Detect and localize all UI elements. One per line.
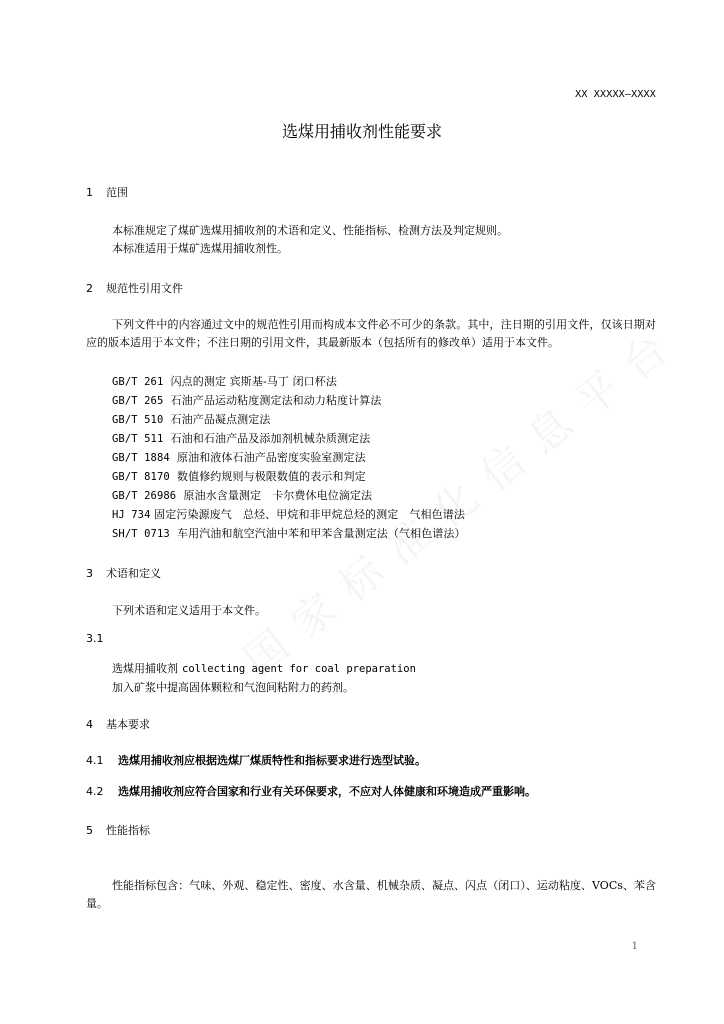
- reference-title: 数值修约规则与极限数值的表示和判定: [177, 470, 366, 483]
- section-number: 2: [86, 282, 93, 295]
- requirement-text: 选煤用捕收剂应符合国家和行业有关环保要求，不应对人体健康和环境造成严重影响。: [118, 785, 536, 798]
- performance-indicators-paragraph: 性能指标包含：气味、外观、稳定性、密度、水含量、机械杂质、凝点、闪点（闭口）、运动粘度、VOCs、苯含量。: [86, 879, 656, 910]
- standard-code: XX XXXXX—XXXX: [575, 89, 656, 100]
- section-1-heading: [86, 184, 128, 200]
- scope-paragraph-2: 本标准适用于煤矿选煤用捕收剂性。: [112, 242, 288, 255]
- reference-code: GB/T 510: [112, 414, 164, 426]
- reference-code: GB/T 265: [112, 395, 164, 407]
- section-title: 基本要求: [106, 718, 150, 731]
- section-title: 术语和定义: [106, 567, 161, 580]
- reference-item: [112, 392, 381, 408]
- reference-code: GB/T 26986: [112, 490, 177, 502]
- requirement-number: 4.1: [86, 754, 104, 767]
- reference-title: 原油和液体石油产品密度实验室测定法: [177, 451, 366, 464]
- reference-item: [112, 411, 270, 427]
- requirement-item: [86, 752, 426, 768]
- term-chinese: 选煤用捕收剂: [112, 662, 178, 675]
- reference-code: HJ 734: [112, 509, 151, 521]
- section-number: 3: [86, 567, 93, 580]
- references-intro: 下列文件中的内容通过文中的规范性引用而构成本文件必不可少的条款。其中，注日期的引用文件，仅该日期对应的版本适用于本文件；不注日期的引用文件，其最新版本（包括所有的修改单）适用于本文件。: [86, 318, 656, 349]
- reference-code: SH/T 0713: [112, 528, 170, 540]
- header-rule: [86, 104, 656, 105]
- section-title: 范围: [106, 186, 128, 199]
- requirement-item: [86, 783, 536, 799]
- section-title: 性能指标: [106, 824, 150, 837]
- reference-item: [112, 468, 366, 484]
- section-number: 5: [86, 824, 93, 837]
- requirement-number: 4.2: [86, 785, 104, 798]
- reference-code: GB/T 511: [112, 433, 164, 445]
- reference-item: [112, 487, 372, 503]
- reference-title: 车用汽油和航空汽油中苯和甲苯含量测定法（气相色谱法）: [177, 527, 466, 540]
- reference-item: [112, 430, 370, 446]
- term-english: collecting agent for coal preparation: [182, 663, 416, 675]
- reference-title: 闪点的测定 宾斯基-马丁 闭口杯法: [170, 375, 337, 388]
- reference-item: [112, 449, 366, 465]
- reference-code: GB/T 261: [112, 376, 164, 388]
- section-number: 4: [86, 718, 93, 731]
- reference-title: 石油产品凝点测定法: [170, 413, 271, 426]
- reference-item: [112, 373, 337, 389]
- section-5-heading: [86, 822, 150, 838]
- reference-title: 石油和石油产品及添加剂机械杂质测定法: [170, 432, 371, 445]
- terms-intro: 下列术语和定义适用于本文件。: [112, 604, 266, 617]
- reference-title: 固定污染源废气 总烃、甲烷和非甲烷总烃的测定 气相色谱法: [154, 508, 465, 521]
- document-title: 选煤用捕收剂性能要求: [281, 122, 442, 141]
- term-number: 3.1: [86, 632, 104, 645]
- section-number: 1: [86, 186, 93, 199]
- section-4-heading: [86, 716, 150, 732]
- reference-code: GB/T 1884: [112, 452, 170, 464]
- section-3-heading: [86, 565, 161, 581]
- page-number: 1: [631, 941, 638, 952]
- term-definition: 加入矿浆中提高固体颗粒和气泡间粘附力的药剂。: [112, 681, 354, 694]
- reference-code: GB/T 8170: [112, 471, 170, 483]
- reference-title: 原油水含量测定 卡尔费休电位滴定法: [183, 489, 373, 502]
- scope-paragraph-1: 本标准规定了煤矿选煤用捕收剂的术语和定义、性能指标、检测方法及判定规则。: [112, 224, 508, 237]
- reference-title: 石油产品运动粘度测定法和动力粘度计算法: [170, 394, 382, 407]
- requirement-text: 选煤用捕收剂应根据选煤厂煤质特性和指标要求进行选型试验。: [118, 754, 426, 767]
- section-title: 规范性引用文件: [106, 282, 183, 295]
- section-2-heading: [86, 280, 183, 296]
